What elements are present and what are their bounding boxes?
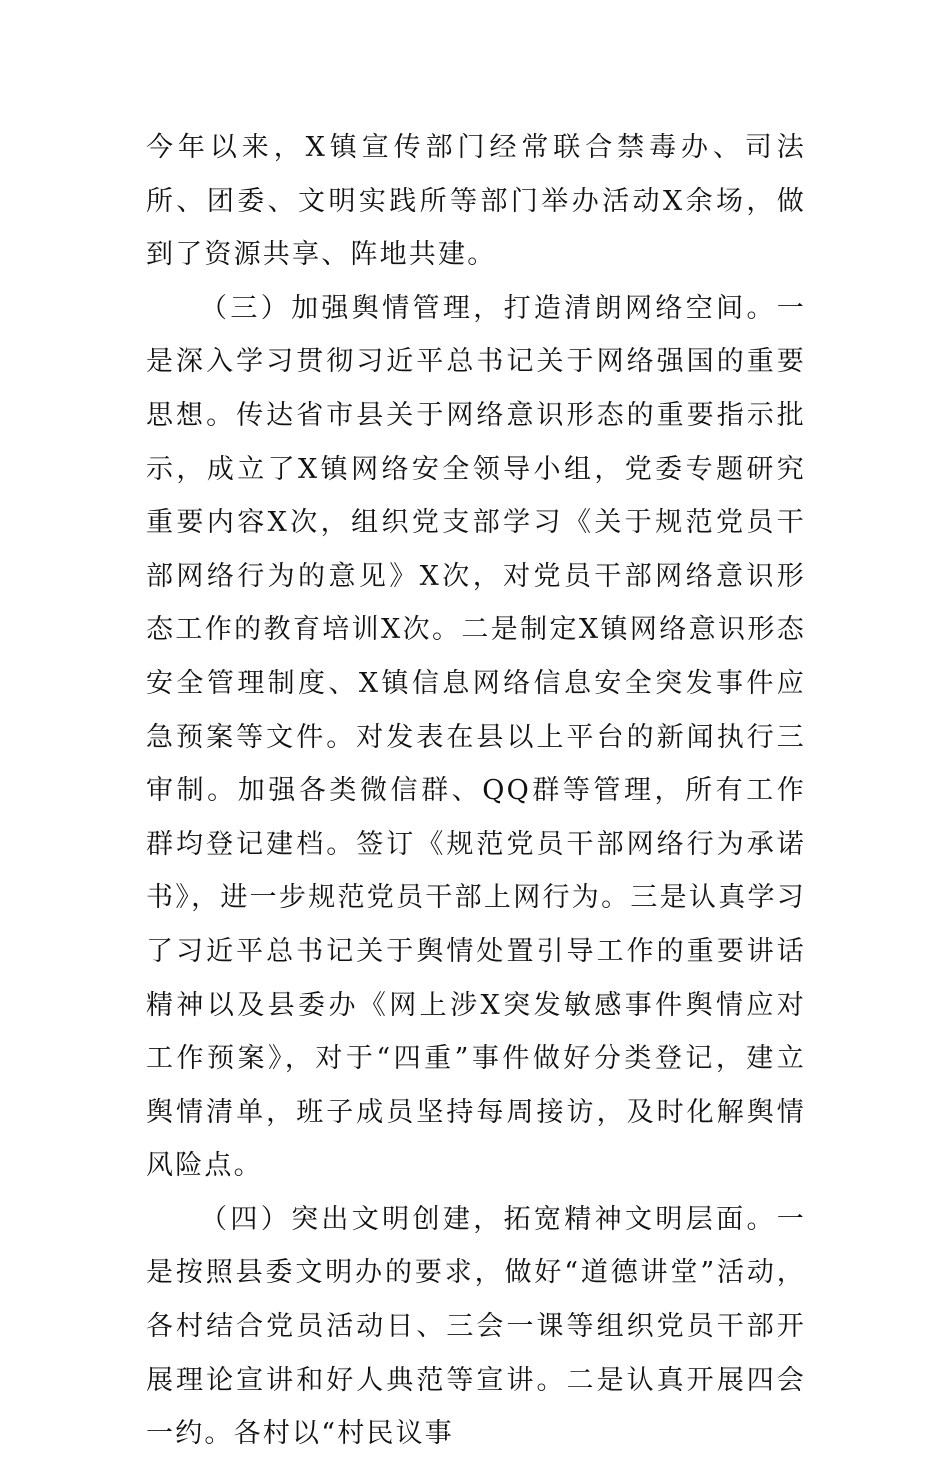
document-body [146,121,806,1461]
paragraph-continuation: 今年以来，X镇宣传部门经常联合禁毒办、司法所、团委、文明实践所等部门举办活动X余场，做到了资源共享、阵地共建。 [146,132,806,271]
paragraph-section-four: （四）突出文明创建，拓宽精神文明层面。一是按照县委文明办的要求，做好“道德讲堂”活动，各村结合党员活动日、三会一课等组织党员干部开展理论宣讲和好人典范等宣讲。二是认真开展四会一约。各村以“村民议事 [146,1203,806,1450]
paragraph-section-three: （三）加强舆情管理，打造清朗网络空间。一是深入学习贯彻习近平总书记关于网络强国的重要思想。传达省市县关于网络意识形态的重要指示批示，成立了X镇网络安全领导小组，党委专题研究重要内容X次，组织党支部学习《关于规范党员干部网络行为的意见》X次，对党员干部网络意识形态工作的教育培训X次。二是制定X镇网络意识形态安全管理制度、X镇信息网络信息安全突发事件应急预案等文件。对发表在县以上平台的新闻执行三审制。加强各类微信群、QQ群等管理，所有工作群均登记建档。签订《规范党员干部网络行为承诺书》，进一步规范党员干部上网行为。三是认真学习了习近平总书记关于舆情处置引导工作的重要讲话精神以及县委办《网上涉X突发敏感事件舆情应对工作预案》，对于“四重”事件做好分类登记，建立舆情清单，班子成员坚持每周接访，及时化解舆情风险点。 [146,292,806,1182]
